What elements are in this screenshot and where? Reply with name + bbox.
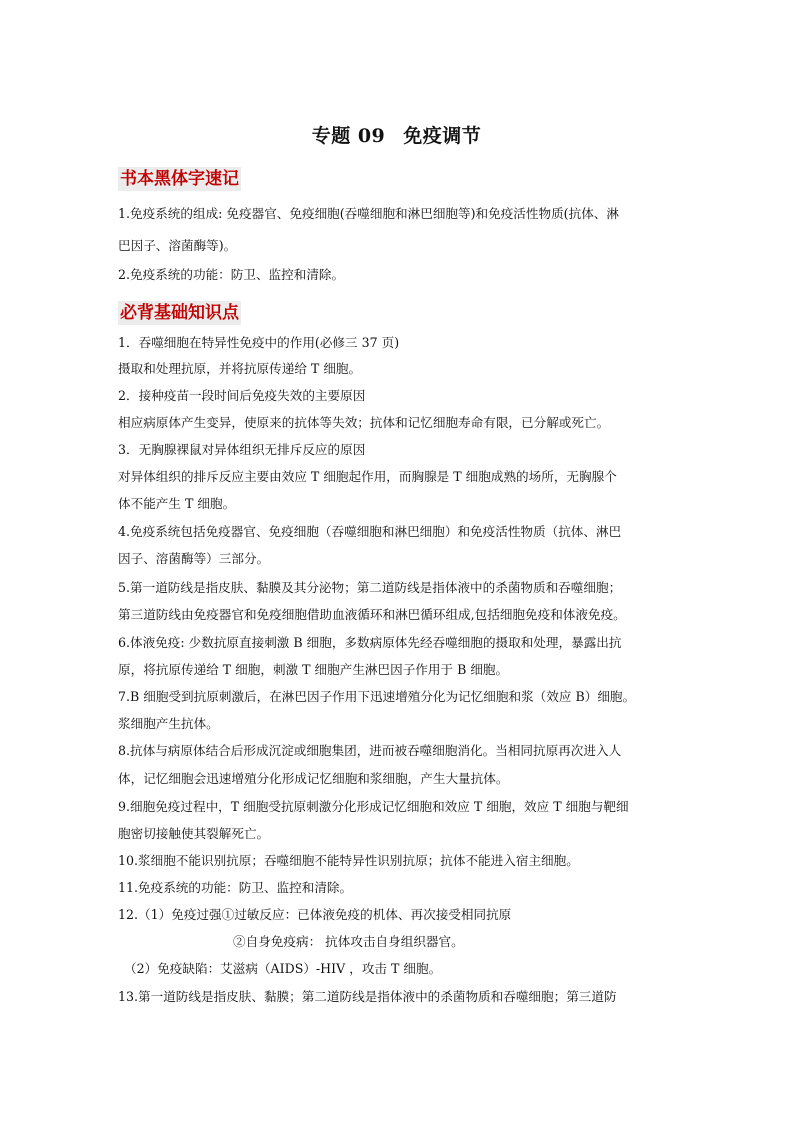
text-line: 胞密切接触使其裂解死亡。 — [118, 826, 270, 841]
text-line: 10.浆细胞不能识别抗原；吞噬细胞不能特异性识别抗原；抗体不能进入宿主细胞。 — [118, 853, 579, 868]
text-line: （2）免疫缺陷：艾滋病（AIDS）-HIV ，攻击 T 细胞。 — [124, 961, 442, 976]
text-line: 2．接种疫苗一段时间后免疫失效的主要原因 — [118, 388, 366, 403]
text-line: 1.免疫系统的组成: 免疫器官、免疫细胞(吞噬细胞和淋巴细胞等)和免疫活性物质(抗体、淋 — [118, 206, 619, 221]
text-line: 3．无胸腺裸鼠对异体组织无排斥反应的原因 — [118, 442, 366, 457]
text-line: 7.B 细胞受到抗原刺激后，在淋巴因子作用下迅速增殖分化为记忆细胞和浆（效应 B）细胞。 — [118, 689, 636, 704]
text-line: 体不能产生 T 细胞。 — [118, 496, 236, 511]
text-line: 6.体液免疫: 少数抗原直接刺激 B 细胞，多数病原体先经吞噬细胞的摄取和处理，暴露出抗 — [118, 635, 622, 650]
text-line: 5.第一道防线是指皮肤、黏膜及其分泌物；第二道防线是指体液中的杀菌物质和吞噬细胞； — [118, 580, 622, 595]
section-heading-basics: 必背基础知识点 — [120, 303, 239, 323]
text-line: 2.免疫系统的功能：防卫、监控和清除。 — [118, 267, 345, 282]
text-line: 因子、溶菌酶等）三部分。 — [118, 551, 270, 566]
section-heading-memory: 书本黑体字速记 — [120, 169, 239, 189]
text-line: 相应病原体产生变异，使原来的抗体等失效；抗体和记忆细胞寿命有限，已分解或死亡。 — [118, 415, 610, 430]
title-main: 免疫调节 — [403, 125, 482, 147]
text-line: 4.免疫系统包括免疫器官、免疫细胞（吞噬细胞和淋巴细胞）和免疫活性物质（抗体、淋巴 — [118, 524, 622, 539]
text-line: 原，将抗原传递给 T 细胞，刺激 T 细胞产生淋巴因子作用于 B 细胞。 — [118, 662, 509, 677]
text-line: 浆细胞产生抗体。 — [118, 716, 219, 731]
title-prefix: 专题 09 — [311, 125, 386, 147]
text-line: 9.细胞免疫过程中，T 细胞受抗原刺激分化形成记忆细胞和效应 T 细胞，效应 T 细胞与靶细 — [118, 799, 629, 814]
text-line: 对异体组织的排斥反应主要由效应 T 细胞起作用，而胸腺是 T 细胞成熟的场所，无胸腺个 — [118, 469, 617, 484]
text-line: 8.抗体与病原体结合后形成沉淀或细胞集团，进而被吞噬细胞消化。当相同抗原再次进入人 — [118, 743, 622, 758]
text-line: 1．吞噬细胞在特异性免疫中的作用(必修三 37 页) — [118, 335, 400, 350]
text-line: 体，记忆细胞会迅速增殖分化形成记忆细胞和浆细胞，产生大量抗体。 — [118, 771, 509, 786]
page-title — [0, 121, 793, 148]
text-line: 11.免疫系统的功能：防卫、监控和清除。 — [118, 880, 353, 895]
text-line: 第三道防线由免疫器官和免疫细胞借助血液循环和淋巴循环组成,包括细胞免疫和体液免疫。 — [118, 607, 626, 622]
text-line: 摄取和处理抗原，并将抗原传递给 T 细胞。 — [118, 361, 362, 376]
text-line: 12.（1）免疫过强①过敏反应：已体液免疫的机体、再次接受相同抗原 — [118, 907, 512, 922]
text-line: 13.第一道防线是指皮肤、黏膜；第二道防线是指体液中的杀菌物质和吞噬细胞；第三道防 — [118, 989, 617, 1004]
text-line: 巴因子、溶菌酶等)。 — [118, 238, 237, 253]
text-line: ②自身免疫病： 抗体攻击自身组织器官。 — [233, 934, 464, 949]
